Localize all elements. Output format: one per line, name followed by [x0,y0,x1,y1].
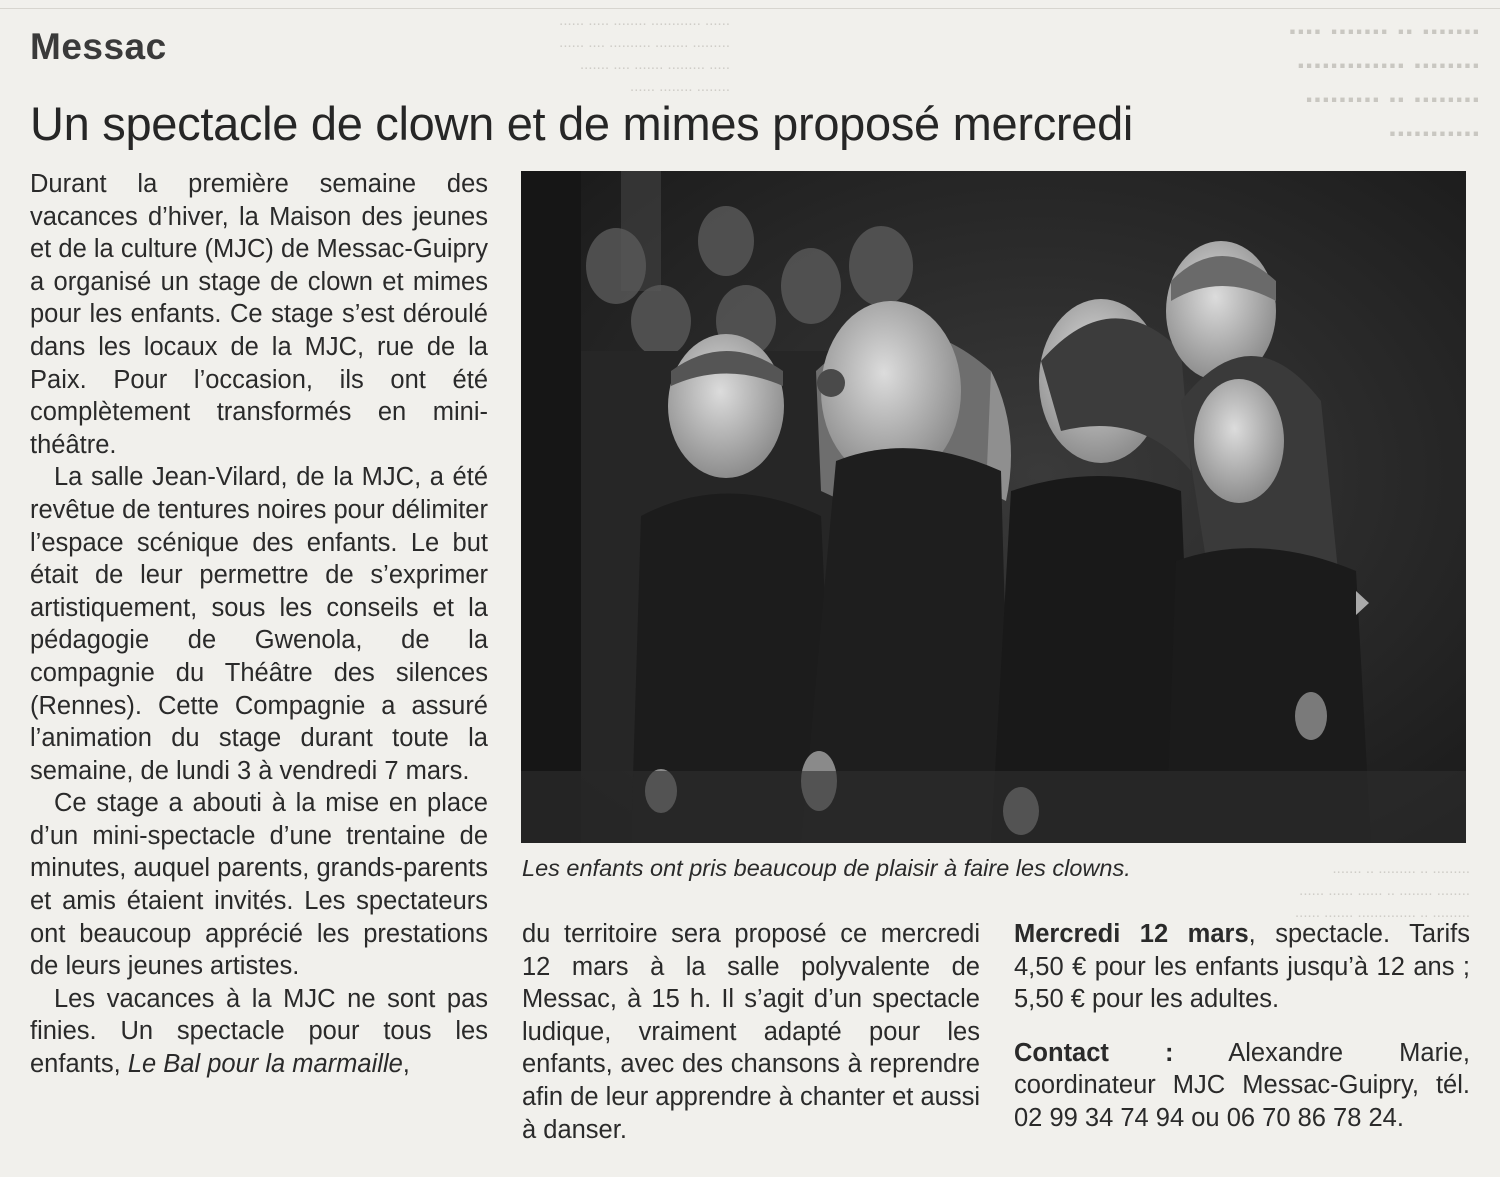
article-column-2 [522,918,980,1146]
bleed-through-text: ...... ............ ........ ..... ...... ......... ........ .......... .... ...... ..... ......... ....... .... ....... ........ ........ ...... [559,12,730,95]
article-column-3 [1014,918,1470,1135]
event-date: Mercredi 12 mars [1014,920,1249,948]
paragraph-salle: La salle Jean-Vilard, de la MJC, a été revêtue de tentures noires pour délimiter l’espace scénique des enfants. Le but était de leur permettre de s’exprimer artistiquement, sous les conseils et la pédagogie de Gwenola, de la compagnie du Théâtre des silences (Rennes). Cette Compagnie a assuré l’animation du stage durant toute la semaine, de lundi 3 à vendredi 7 mars. [30,463,488,785]
show-title: Le Bal pour la marmaille [127,1050,403,1079]
bleed-through-heading: ....... .. ....... .... ........ ............. ........ .. ......... ........... [1288,8,1480,143]
paragraph-territoire: du territoire sera proposé ce mercredi 12 mars à la salle polyvalente de Messac, à 15 h. Il s’agit d’un spectacle ludique, vraiment adapté pour les enfants, avec des chansons à reprendre afin de leur apprendre à chanter et aussi à danser. [522,920,980,1144]
article-column-1 [30,168,488,1081]
paragraph-info [1014,918,1470,1016]
paragraph-vacances-start: Les vacances à la MJC ne sont pas finies. Un spectacle pour tous les enfants, [30,984,488,1079]
contact-details: Alexandre Marie, coordinateur MJC Messac-Guipry, tél. 02 99 34 74 94 ou 06 70 86 78 24. [1014,1038,1470,1132]
article-headline: Un spectacle de clown et de mimes proposé mercredi [30,97,1134,150]
bleed-through-text-lower: ......... .. ......... .. ....... ........ ........ .. ...... ...... ...... ......... .. .............. ....... ...... [1294,860,1470,921]
paragraph-vacances [30,983,488,1081]
photo-children-clowns [521,171,1466,843]
paragraph-spectacle: Ce stage a abouti à la mise en place d’un mini-spectacle d’une trentaine de minutes, auquel parents, grands-parents et amis étaient invités. Les spectateurs ont beaucoup apprécié les prestations de leurs jeunes artistes. [30,789,488,981]
paragraph-vacances-end: , [402,1050,410,1079]
contact-label: Contact : [1014,1038,1174,1067]
photo-caption: Les enfants ont pris beaucoup de plaisir à faire les clowns. [522,855,1131,881]
event-pricing: , spectacle. Tarifs 4,50 € pour les enfants jusqu’à 12 ans ; 5,50 € pour les adultes. [1014,920,1471,1014]
section-title: Messac [30,26,167,67]
paragraph-contact [1014,1037,1470,1135]
article-photo [521,171,1466,843]
paragraph-intro: Durant la première semaine des vacances d’hiver, la Maison des jeunes et de la culture (MJC) de Messac-Guipry a organisé un stage de clown et mimes pour les enfants. Ce stage s’est déroulé dans les locaux de la MJC, rue de la Paix. Pour l’occasion, ils ont été complètement transformés en mini-théâtre. [30,170,488,459]
